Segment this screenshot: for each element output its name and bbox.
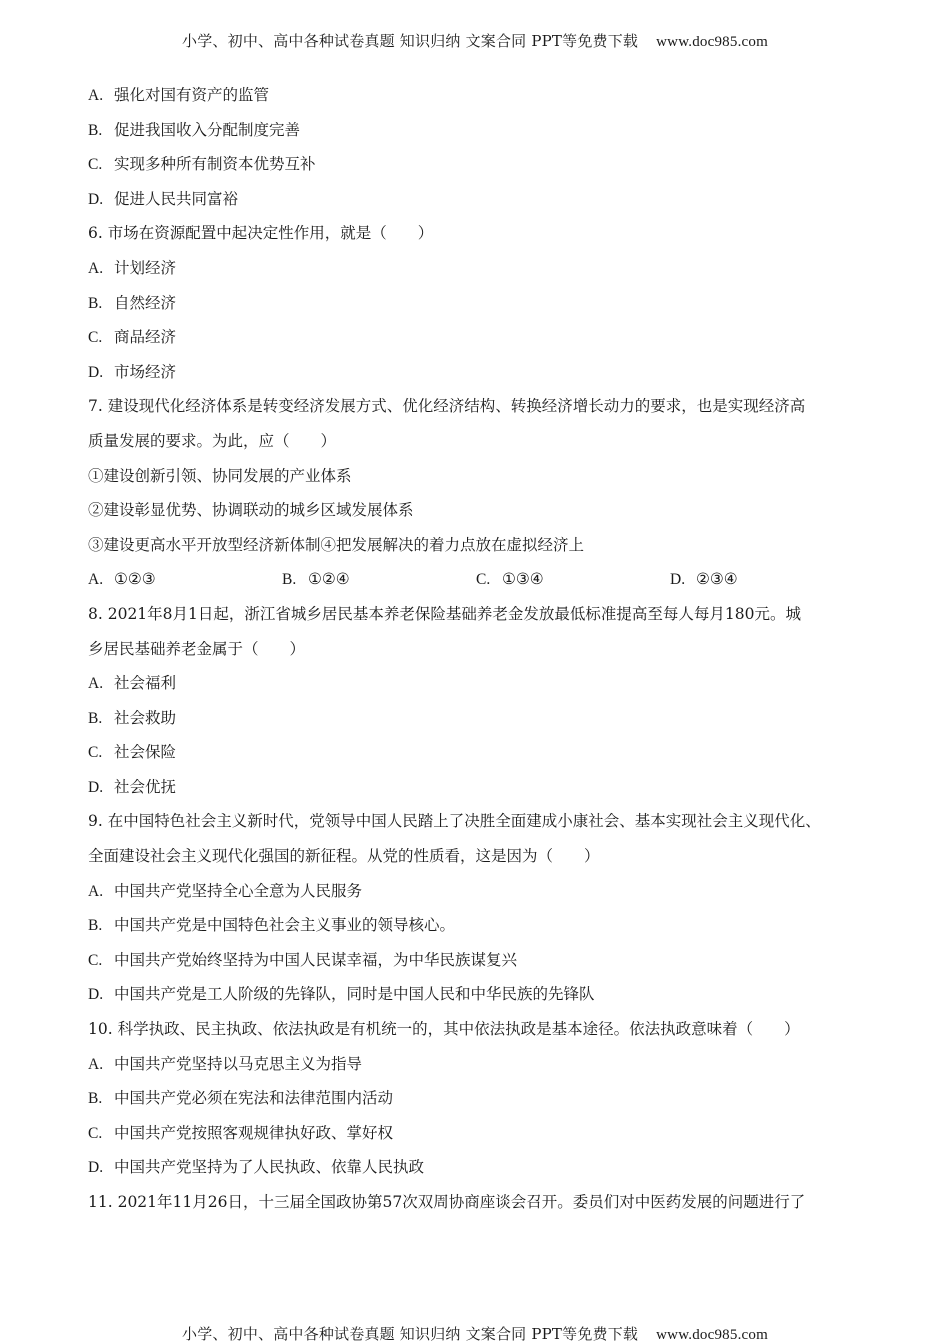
- q5-option-b: [88, 113, 878, 148]
- q8-option-d: [88, 770, 878, 805]
- q10-stem: 10. 科学执政、民主执政、依法执政是有机统一的，其中依法执政是基本途径。依法执政意味着（ ）: [88, 1020, 800, 1039]
- header-text: 小学、初中、高中各种试卷真题 知识归纳 文案合同 PPT等免费下载: [182, 32, 639, 50]
- q11-stem-line1: 11. 2021年11月26日，十三届全国政协第57次双周协商座谈会召开。委员们对中医药发展的问题进行了: [88, 1193, 806, 1211]
- q7-option-c: [476, 562, 670, 597]
- q9-stem-line1: 9. 在中国特色社会主义新时代，党领导中国人民踏上了决胜全面建成小康社会、基本实现社会主义现代化、: [88, 812, 821, 831]
- option-text: ①②④: [308, 570, 350, 589]
- option-label: B.: [88, 121, 103, 139]
- option-label: C.: [88, 156, 103, 174]
- option-label: C.: [88, 744, 103, 762]
- option-text: ①③④: [502, 570, 544, 589]
- option-label: A.: [88, 675, 104, 693]
- footer-text: 小学、初中、高中各种试卷真题 知识归纳 文案合同 PPT等免费下载: [182, 1325, 639, 1343]
- q7-stem-line2: 质量发展的要求。为此，应（ ）: [88, 431, 337, 450]
- option-label: C.: [88, 1124, 103, 1142]
- option-label: C.: [88, 329, 103, 347]
- option-text: 计划经济: [114, 258, 177, 277]
- q9-stem-line2: 全面建设社会主义现代化强国的新征程。从党的性质看，这是因为（ ）: [88, 847, 600, 866]
- option-label: C.: [476, 571, 491, 589]
- q7-stem-line1: 7. 建设现代化经济体系是转变经济发展方式、优化经济结构、转换经济增长动力的要求，也是实现经济高: [88, 397, 806, 416]
- option-text: 社会保险: [114, 743, 177, 762]
- option-text: ②③④: [696, 570, 738, 589]
- option-label: D.: [88, 1159, 104, 1177]
- header-site[interactable]: www.doc985.com: [656, 34, 768, 50]
- option-label: B.: [88, 709, 103, 727]
- option-text: 自然经济: [114, 293, 177, 312]
- option-text: 中国共产党坚持以马克思主义为指导: [114, 1054, 363, 1073]
- q9-option-d: [88, 977, 878, 1012]
- option-label: D.: [88, 986, 104, 1004]
- exam-content: [88, 78, 878, 1220]
- q7-item-1: ①建设创新引领、协同发展的产业体系: [88, 466, 352, 485]
- option-label: A.: [88, 882, 104, 900]
- option-text: 中国共产党是工人阶级的先锋队，同时是中国人民和中华民族的先锋队: [114, 985, 595, 1004]
- option-text: 促进人民共同富裕: [114, 189, 239, 208]
- q6-option-b: [88, 286, 878, 321]
- option-label: A.: [88, 259, 104, 277]
- q8-option-c: [88, 735, 878, 770]
- footer-site[interactable]: www.doc985.com: [656, 1327, 768, 1343]
- q7-option-a: [88, 562, 282, 597]
- q6-option-d: [88, 355, 878, 390]
- option-text: 中国共产党必须在宪法和法律范围内活动: [114, 1089, 394, 1108]
- option-label: B.: [88, 294, 103, 312]
- q7-option-d: [670, 562, 864, 597]
- q6-option-a: [88, 251, 878, 286]
- option-text: 中国共产党是中国特色社会主义事业的领导核心。: [114, 916, 456, 935]
- q8-stem-line1: 8. 2021年8月1日起，浙江省城乡居民基本养老保险基础养老金发放最低标准提高至每人每月180元。城: [88, 604, 801, 623]
- q6-option-c: [88, 320, 878, 355]
- q8-option-b: [88, 701, 878, 736]
- option-label: D.: [88, 363, 104, 381]
- option-label: B.: [88, 917, 103, 935]
- option-label: D.: [670, 571, 686, 589]
- q5-option-c: [88, 147, 878, 182]
- q5-option-d: [88, 182, 878, 217]
- q10-option-d: [88, 1150, 878, 1185]
- page-header: [0, 30, 950, 51]
- option-label: C.: [88, 951, 103, 969]
- q5-option-a: [88, 78, 878, 113]
- q10-option-a: [88, 1047, 878, 1082]
- q9-option-c: [88, 943, 878, 978]
- option-label: D.: [88, 778, 104, 796]
- option-label: A.: [88, 1055, 104, 1073]
- option-text: 商品经济: [114, 328, 177, 347]
- option-text: 强化对国有资产的监管: [114, 86, 270, 104]
- page-footer: [0, 1323, 950, 1344]
- option-text: 中国共产党坚持全心全意为人民服务: [114, 881, 363, 900]
- q9-option-b: [88, 908, 878, 943]
- option-text: 市场经济: [114, 362, 177, 381]
- option-text: 中国共产党坚持为了人民执政、依靠人民执政: [114, 1158, 425, 1177]
- option-label: A.: [88, 87, 104, 104]
- option-text: 促进我国收入分配制度完善: [114, 120, 301, 139]
- option-text: 社会福利: [114, 674, 177, 693]
- q7-item-2: ②建设彰显优势、协调联动的城乡区域发展体系: [88, 501, 414, 520]
- q10-option-c: [88, 1116, 878, 1151]
- option-label: A.: [88, 571, 104, 589]
- option-text: ①②③: [114, 570, 156, 589]
- option-text: 社会救助: [114, 708, 177, 727]
- option-text: 实现多种所有制资本优势互补: [114, 155, 316, 174]
- option-label: D.: [88, 190, 104, 208]
- q7-option-b: [282, 562, 476, 597]
- option-label: B.: [88, 1090, 103, 1108]
- q8-stem-line2: 乡居民基础养老金属于（ ）: [88, 639, 306, 658]
- q7-options-row: [88, 562, 878, 597]
- q8-option-a: [88, 666, 878, 701]
- q9-option-a: [88, 874, 878, 909]
- q6-stem: 6. 市场在资源配置中起决定性作用，就是（ ）: [88, 224, 434, 243]
- option-text: 中国共产党始终坚持为中国人民谋幸福，为中华民族谋复兴: [114, 950, 518, 969]
- option-label: B.: [282, 571, 297, 589]
- q10-option-b: [88, 1081, 878, 1116]
- option-text: 中国共产党按照客观规律执好政、掌好权: [114, 1123, 394, 1142]
- option-text: 社会优抚: [114, 777, 177, 796]
- q7-item-3-4: ③建设更高水平开放型经济新体制④把发展解决的着力点放在虚拟经济上: [88, 535, 585, 554]
